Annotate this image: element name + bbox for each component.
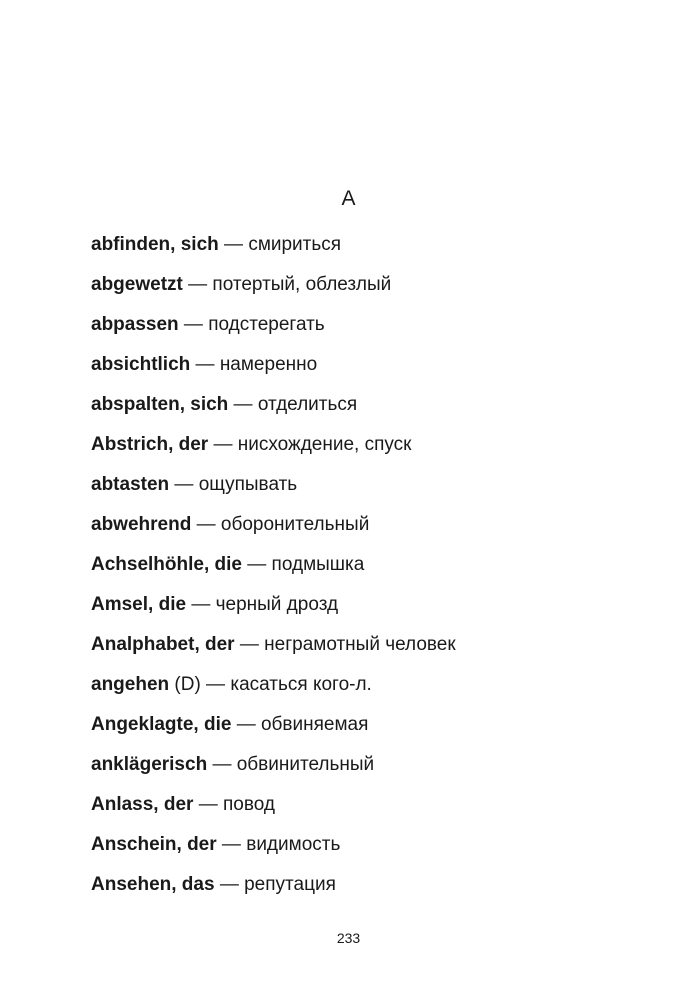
glossary-entry [91,752,671,792]
entry-dash: — [193,794,223,815]
entry-dash: — [207,754,237,775]
entry-term: Analphabet, der [91,634,235,655]
entry-term: anklägerisch [91,754,208,775]
entry-dash: — [190,354,220,375]
entry-translation: касаться кого-л. [230,674,372,695]
entry-term: Ansehen, das [91,874,215,895]
entry-note: (D) [169,674,201,695]
entry-dash: — [200,674,231,695]
entry-term: angehen [91,674,170,695]
glossary-entry [91,872,671,912]
entry-translation: потертый, облезлый [212,274,392,295]
entry-translation: смириться [248,234,342,255]
entry-translation: повод [223,794,275,815]
glossary-entry [91,792,671,832]
glossary-entry [91,272,671,312]
section-letter-heading: A [341,187,356,210]
entry-term: abgewetzt [91,274,183,295]
entry-dash: — [178,314,209,335]
entry-dash: — [191,514,221,535]
glossary-entry [91,552,671,592]
entry-dash: — [169,474,199,495]
entry-translation: видимость [246,834,341,855]
glossary-entry [91,432,671,472]
entry-term: Anlass, der [91,794,194,815]
entry-translation: репутация [244,874,336,895]
glossary-entry [91,352,671,392]
entry-term: Achselhöhle, die [91,554,242,575]
entry-translation: подстерегать [208,314,325,335]
glossary-list [91,232,671,912]
entry-translation: отделиться [257,394,358,415]
glossary-entry [91,592,671,632]
entry-translation: неграмотный человек [264,634,456,655]
entry-translation: ощупывать [198,474,298,495]
glossary-entry [91,712,671,752]
entry-dash: — [186,594,216,615]
entry-translation: намеренно [219,354,318,375]
glossary-entry [91,632,671,672]
entry-translation: черный дрозд [215,594,339,615]
entry-dash: — [208,434,238,455]
entry-term: Abstrich, der [91,434,209,455]
entry-term: abwehrend [91,514,192,535]
entry-term: abfinden, sich [91,234,219,255]
entry-translation: оборонительный [220,514,370,535]
entry-translation: подмышка [271,554,365,575]
entry-term: abspalten, sich [91,394,229,415]
entry-term: abpassen [91,314,179,335]
glossary-entry [91,832,671,872]
entry-dash: — [241,554,272,575]
entry-term: Angeklagte, die [91,714,232,735]
entry-term: absichtlich [91,354,191,375]
entry-dash: — [182,274,213,295]
entry-dash: — [231,714,261,735]
entry-term: Amsel, die [91,594,187,615]
glossary-entry [91,512,671,552]
entry-dash: — [234,634,265,655]
entry-dash: — [214,874,245,895]
entry-dash: — [218,234,249,255]
entry-translation: обвиняемая [260,714,369,735]
entry-translation: обвинительный [236,754,375,775]
entry-dash: — [228,394,258,415]
entry-dash: — [216,834,247,855]
glossary-entry [91,672,671,712]
entry-translation: нисхождение, спуск [237,434,412,455]
glossary-entry [91,472,671,512]
glossary-entry [91,312,671,352]
entry-term: Anschein, der [91,834,217,855]
glossary-entry [91,232,671,272]
page-number: 233 [336,930,361,946]
entry-term: abtasten [91,474,170,495]
glossary-entry [91,392,671,432]
